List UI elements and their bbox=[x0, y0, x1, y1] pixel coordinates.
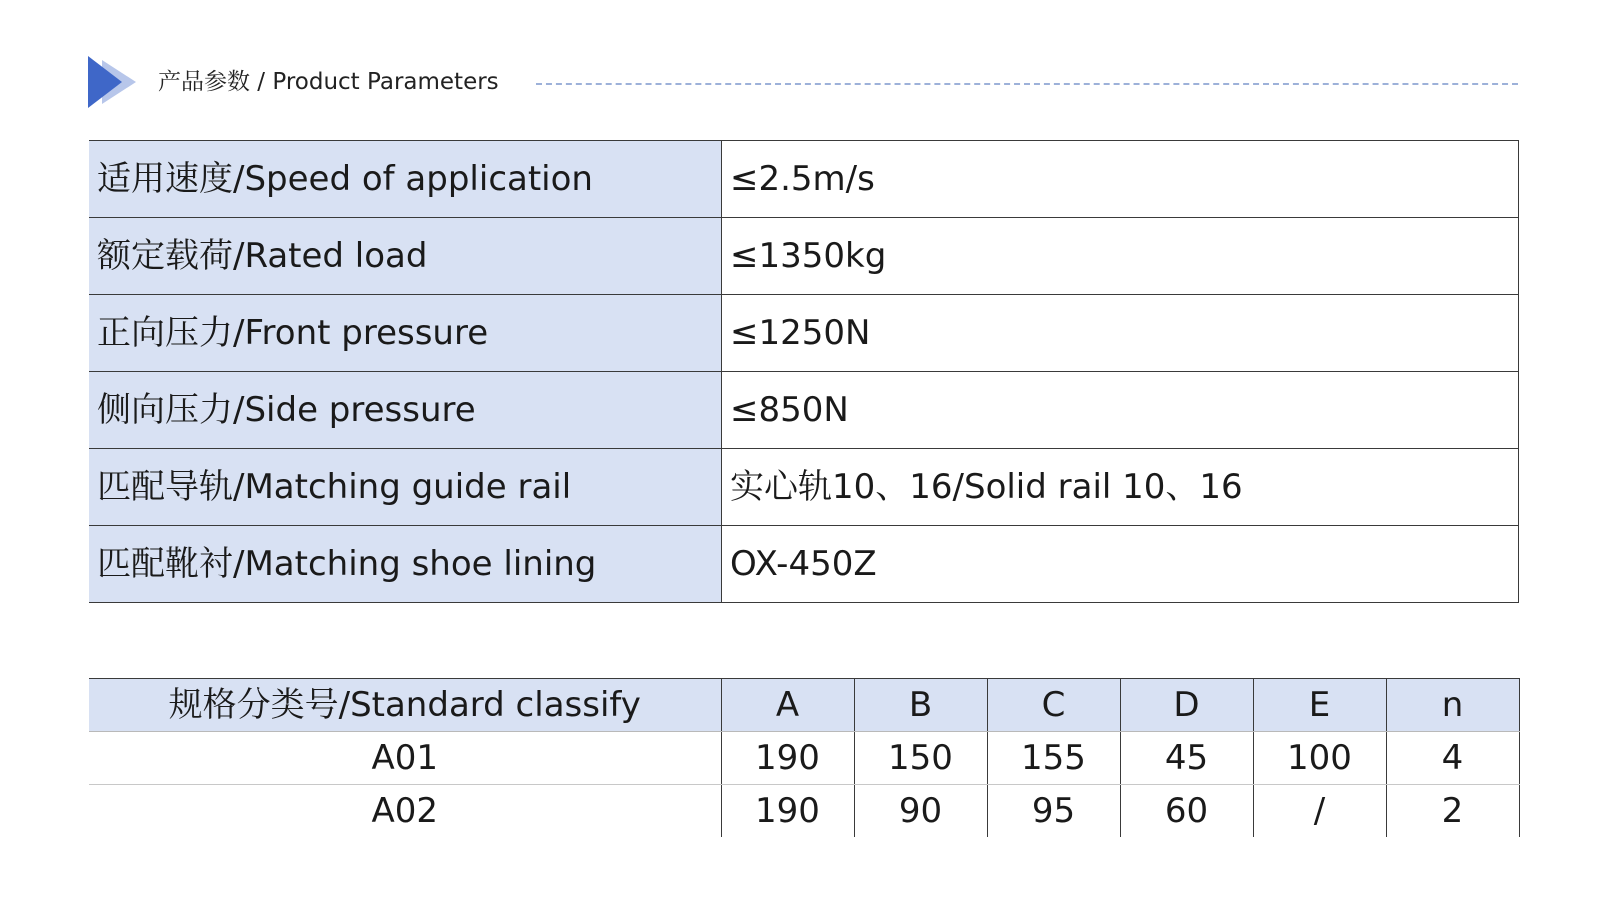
column-header-d: D bbox=[1120, 679, 1253, 732]
spec-cell: 4 bbox=[1386, 732, 1519, 785]
table-row bbox=[89, 449, 1519, 526]
table-row bbox=[89, 372, 1519, 449]
spec-cell: 45 bbox=[1120, 732, 1253, 785]
table-header-row bbox=[89, 679, 1519, 732]
spec-cell: 2 bbox=[1386, 785, 1519, 838]
parameter-value: ≤850N bbox=[722, 372, 1519, 449]
standard-classify-table bbox=[89, 678, 1520, 837]
spec-model-cell: A01 bbox=[89, 732, 721, 785]
spec-cell: 190 bbox=[721, 732, 854, 785]
parameter-label: 适用速度/Speed of application bbox=[89, 141, 722, 218]
table-row bbox=[89, 218, 1519, 295]
spec-cell: 155 bbox=[987, 732, 1120, 785]
column-header-a: A bbox=[721, 679, 854, 732]
table-row bbox=[89, 526, 1519, 603]
dashed-divider bbox=[536, 83, 1518, 85]
section-title: 产品参数 / Product Parameters bbox=[158, 69, 499, 95]
spec-cell: 60 bbox=[1120, 785, 1253, 838]
parameter-label: 正向压力/Front pressure bbox=[89, 295, 722, 372]
parameter-label: 侧向压力/Side pressure bbox=[89, 372, 722, 449]
spec-cell: 95 bbox=[987, 785, 1120, 838]
spec-model-cell: A02 bbox=[89, 785, 721, 838]
parameter-label: 匹配导轨/Matching guide rail bbox=[89, 449, 722, 526]
parameter-value: ≤1250N bbox=[722, 295, 1519, 372]
parameter-value: OX-450Z bbox=[722, 526, 1519, 603]
spec-cell: 150 bbox=[854, 732, 987, 785]
column-header-e: E bbox=[1253, 679, 1386, 732]
parameter-value: 实心轨10、16/Solid rail 10、16 bbox=[722, 449, 1519, 526]
parameter-value: ≤1350kg bbox=[722, 218, 1519, 295]
column-header-n: n bbox=[1386, 679, 1519, 732]
table-row bbox=[89, 141, 1519, 218]
table-row bbox=[89, 295, 1519, 372]
section-header bbox=[88, 56, 1518, 108]
double-arrow-right-icon bbox=[88, 56, 142, 108]
column-header-b: B bbox=[854, 679, 987, 732]
column-header-c: C bbox=[987, 679, 1120, 732]
parameter-label: 匹配靴衬/Matching shoe lining bbox=[89, 526, 722, 603]
spec-cell: 190 bbox=[721, 785, 854, 838]
parameter-label: 额定载荷/Rated load bbox=[89, 218, 722, 295]
column-header-classify: 规格分类号/Standard classify bbox=[89, 679, 721, 732]
table-row bbox=[89, 732, 1519, 785]
table-row bbox=[89, 785, 1519, 838]
product-parameters-table bbox=[89, 140, 1519, 603]
spec-cell: 90 bbox=[854, 785, 987, 838]
parameter-value: ≤2.5m/s bbox=[722, 141, 1519, 218]
spec-cell: 100 bbox=[1253, 732, 1386, 785]
spec-cell: / bbox=[1253, 785, 1386, 838]
